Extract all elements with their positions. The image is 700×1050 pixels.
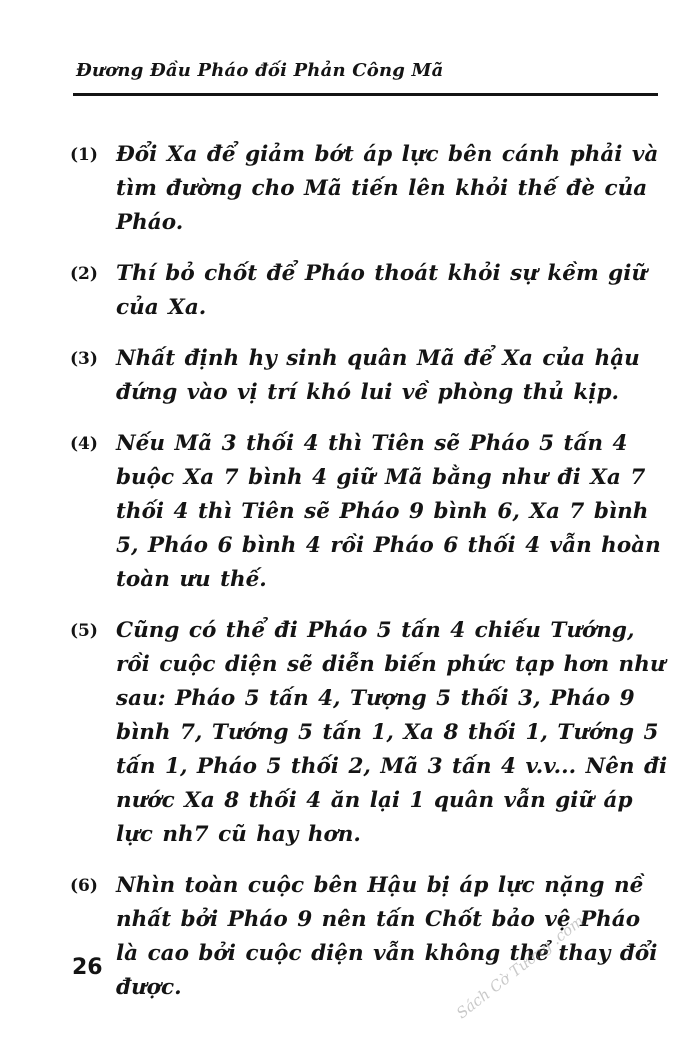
note-3 xyxy=(70,342,670,410)
note-text: Nếu Mã 3 thối 4 thì Tiên sẽ Pháo 5 tấn 4 buộc Xa 7 bình 4 giữ Mã bằng như đi Xa 7 thối 4 thì Tiên sẽ Pháo 9 bình 6, Xa 7 bình 5, Pháo 6 bình 4 rồi Pháo 6 thối 4 vẫn hoàn toàn ưu thế. xyxy=(116,431,661,592)
note-1 xyxy=(70,138,670,240)
note-text: Cũng có thể đi Pháo 5 tấn 4 chiếu Tướng, rồi cuộc diện sẽ diễn biến phức tạp hơn như sau: Pháo 5 tấn 4, Tượng 5 thối 3, Pháo 9 bình 7, Tướng 5 tấn 1, Xa 8 thối 1, Tướng 5 tấn 1, Pháo 5 thối 2, Mã 3 tấn 4 v.v... Nên đi nước Xa 8 thối 4 ăn lại 1 quân vẫn giữ áp lực nh7 cũ hay hơn. xyxy=(116,618,668,847)
note-text: Nhất định hy sinh quân Mã để Xa của hậu đứng vào vị trí khó lui về phòng thủ kịp. xyxy=(116,346,640,405)
note-text: Thí bỏ chốt để Pháo thoát khỏi sự kềm giữ của Xa. xyxy=(116,261,648,320)
note-number: (6) xyxy=(70,876,98,896)
note-number: (2) xyxy=(70,264,98,284)
notes-list xyxy=(70,138,670,1022)
watermark-text: Sách Cờ Tướng .com xyxy=(453,911,588,1023)
note-number: (1) xyxy=(70,145,98,165)
note-number: (4) xyxy=(70,434,98,454)
note-text: Nhìn toàn cuộc bên Hậu bị áp lực nặng nề nhất bởi Pháo 9 nên tấn Chốt bảo vệ Pháo là cao bởi cuộc diện vẫn không thể thay đổi được. xyxy=(116,873,658,1000)
header-rule xyxy=(73,93,658,96)
note-4 xyxy=(70,427,670,597)
note-5 xyxy=(70,614,670,852)
note-text: Đổi Xa để giảm bớt áp lực bên cánh phải và tìm đường cho Mã tiến lên khỏi thế đè của Pháo. xyxy=(116,142,659,235)
note-number: (5) xyxy=(70,621,98,641)
running-header-title: Đương Đầu Pháo đối Phản Công Mã xyxy=(76,60,444,81)
page-number: 26 xyxy=(72,955,103,980)
note-6 xyxy=(70,869,670,1005)
note-2 xyxy=(70,257,670,325)
note-number: (3) xyxy=(70,349,98,369)
